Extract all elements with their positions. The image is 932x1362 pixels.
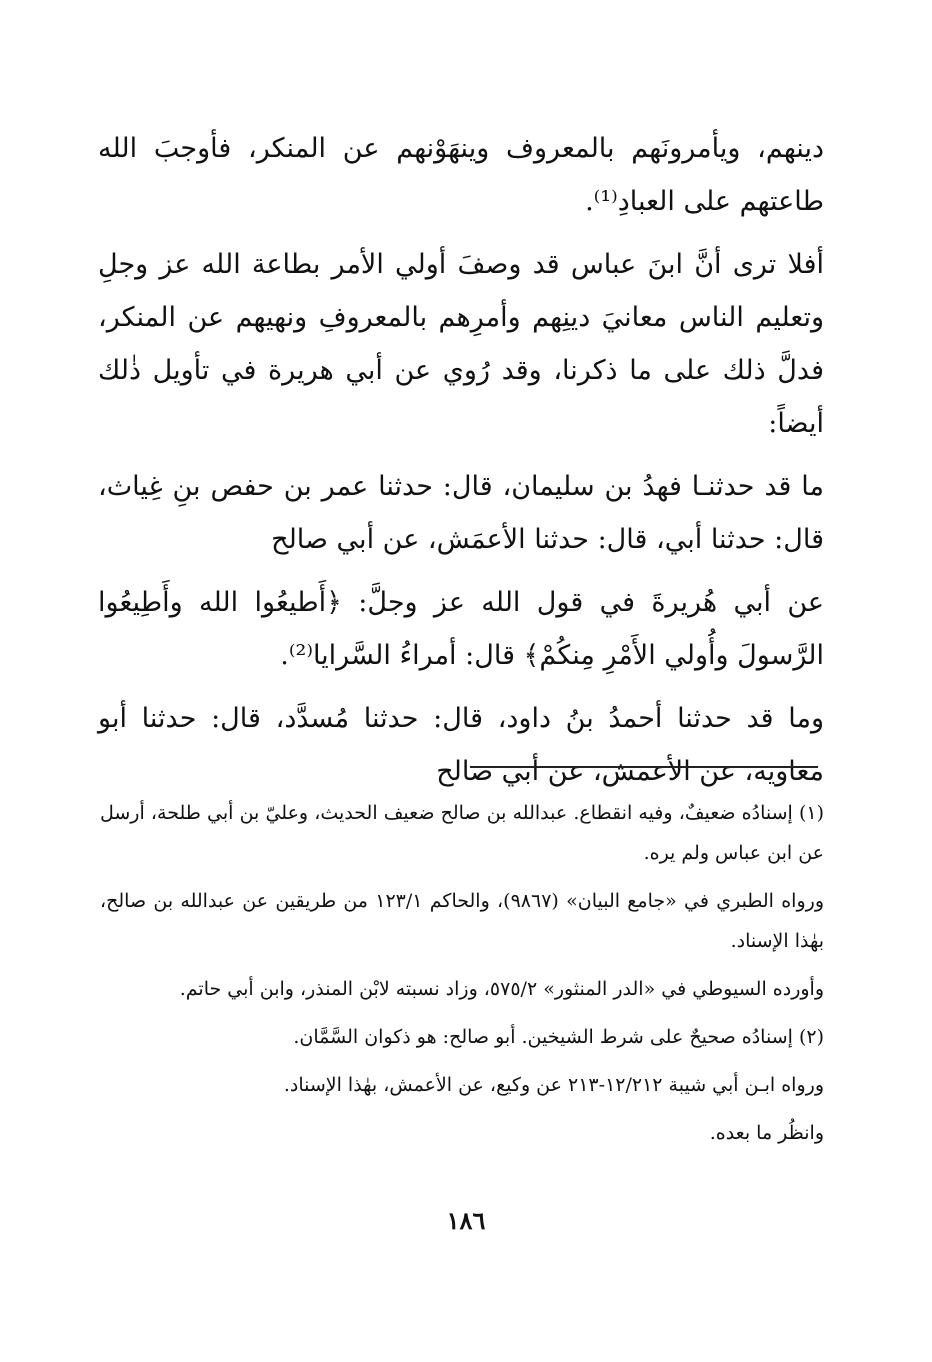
footnote-2-source-1: ورواه ابـن أبي شيبة ١٢/٢١٢-٢١٣ عن وكيع، عن الأعمش، بهٰذا الإسناد.: [283, 1074, 824, 1096]
footnote-1-source-2: وأورده السيوطي في «الدر المنثور» ٥٧٥/٢، وزاد نسبته لابْن المنذر، وابن أبي حاتم.: [179, 978, 824, 1000]
page-number: ١٨٦: [446, 1206, 486, 1235]
paragraph-2: أفلا ترى أنَّ ابنَ عباس قد وصفَ أولي الأمر بطاعة الله عز وجلِ وتعليم الناس معانيَ دينِهم وأمرِهم بالمعروفِ ونهيهم عن المنكر، فدلَّ ذلك على ما ذكرنا، وقد رُوي عن أبي هريرة في تأويل ذٰلك أيضاً:: [98, 249, 824, 439]
footnote-2-source-2: وانظُر ما بعده.: [709, 1122, 824, 1144]
paragraph-4: عن أبي هُريرةَ في قول الله عز وجلَّ: ﴿أَطيعُوا الله وأَطِيعُوا الرَّسولَ وأُولي الأَمْرِ مِنكُمْ﴾ قال: أمراءُ السَّرايا⁽²⁾.: [98, 587, 824, 671]
paragraph-5: وما قد حدثنا أحمدُ بنُ داود، قال: حدثنا مُسدَّد، قال: حدثنا أبو معاوية، عن الأعمش، عن أبي صالح: [98, 703, 824, 787]
footnote-separator: [470, 766, 818, 768]
footnote-1: (١) إسنادُه ضعيفٌ، وفيه انقطاع. عبدالله بن صالح ضعيف الحديث، وعليّ بن أبي طلحة، أرسل عن ابن عباس ولم يره.: [100, 802, 824, 864]
paragraph-1: دينهم، ويأمرونَهم بالمعروف وينهَوْنهم عن المنكر، فأوجبَ الله طاعتهم على العبادِ⁽¹⁾.: [98, 133, 824, 217]
footnotes: [100, 793, 824, 1161]
main-text: [98, 122, 824, 808]
paragraph-3: ما قد حدثنـا فهدُ بن سليمان، قال: حدثنا عمر بن حفص بنِ غِياث، قال: حدثنا أبي، قال: حدثنا الأعمَش، عن أبي صالح: [98, 471, 824, 555]
footnote-1-source-1: ورواه الطبري في «جامع البيان» (٩٨٦٧)، والحاكم ١٢٣/١ من طريقين عن عبدالله بن صالح، بهٰذا الإسناد.: [100, 890, 824, 952]
footnote-2: (٢) إسنادُه صحيحٌ على شرط الشيخين. أبو صالح: هو ذكوان السَّمَّان.: [293, 1026, 824, 1048]
